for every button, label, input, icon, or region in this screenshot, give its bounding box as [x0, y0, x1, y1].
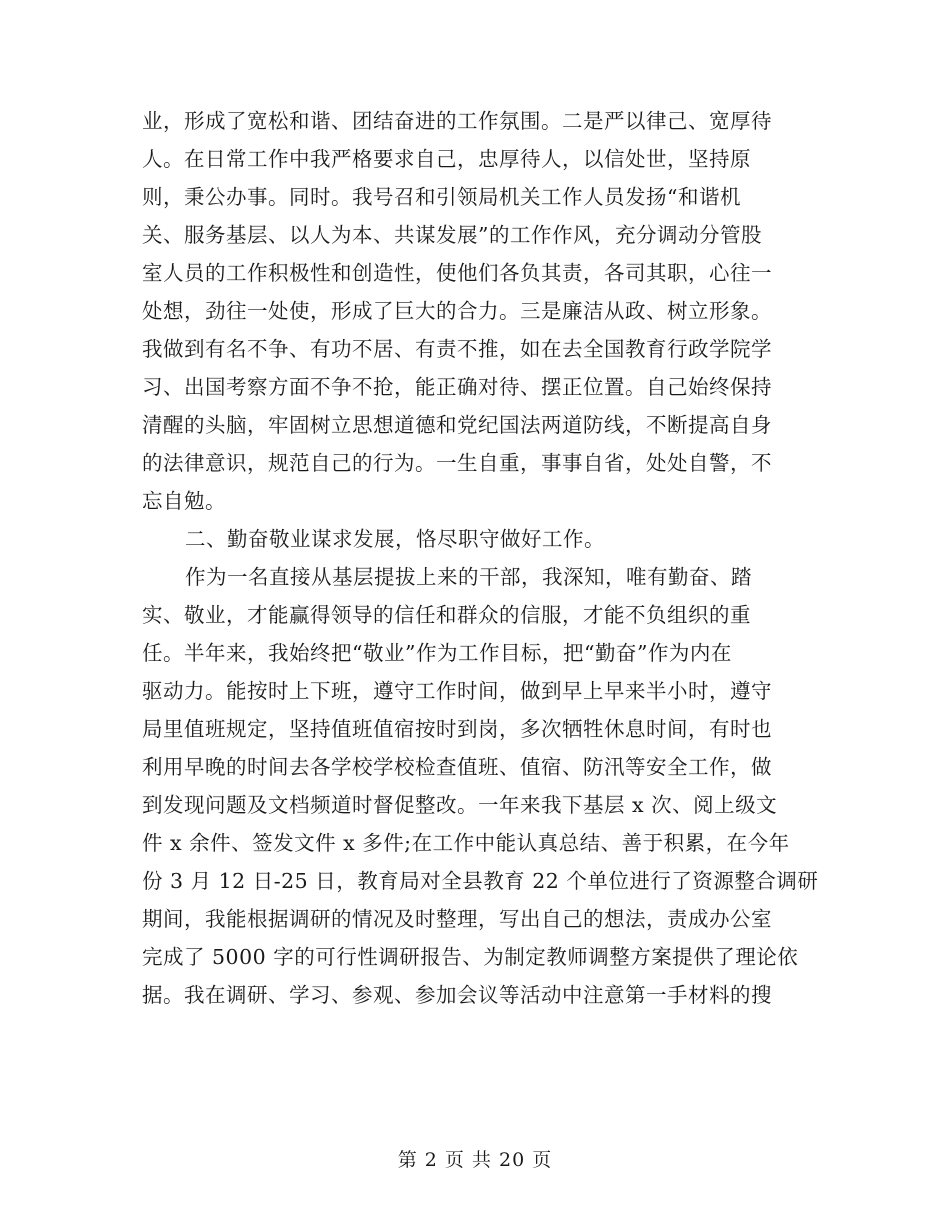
- body-text-line: 利用早晚的时间去各学校学校检查值班、值宿、防汛等安全工作，做: [142, 755, 772, 779]
- body-text-line: 室人员的工作积极性和创造性，使他们各负其责，各司其职，心往一: [142, 261, 772, 285]
- body-text-line: 我做到有名不争、有功不居、有责不推，如在去全国教育行政学院学: [142, 337, 772, 361]
- body-text-line: 据。我在调研、学习、参观、参加会议等活动中注意第一手材料的搜: [142, 983, 772, 1007]
- body-text-line: 作为一名直接从基层提拔上来的干部，我深知，唯有勤奋、踏: [185, 565, 752, 589]
- body-text-line: 则，秉公办事。同时。我号召和引领局机关工作人员发扬“和谐机: [142, 185, 741, 209]
- body-text-line: 忘自勉。: [142, 489, 226, 513]
- body-text-line: 实、敬业，才能赢得领导的信任和群众的信服，才能不负组织的重: [142, 603, 751, 627]
- body-text-line: 期间，我能根据调研的情况及时整理，写出自己的想法，责成办公室: [142, 907, 772, 931]
- body-text-line: 清醒的头脑，牢固树立思想道德和党纪国法两道防线，不断提高自身: [142, 413, 772, 437]
- body-text-line: 局里值班规定，坚持值班值宿按时到岗，多次牺牲休息时间，有时也: [142, 717, 772, 741]
- body-text-line: 关、服务基层、以人为本、共谋发展”的工作作风，充分调动分管股: [142, 223, 762, 247]
- body-text-line: 习、出国考察方面不争不抢，能正确对待、摆正位置。自己始终保持: [142, 375, 772, 399]
- body-text-line: 份 3 月 12 日-25 日，教育局对全县教育 22 个单位进行了资源整合调研: [142, 869, 819, 893]
- body-text-line: 件 x 余件、签发文件 x 多件;在工作中能认真总结、善于积累，在今年: [142, 831, 790, 855]
- body-text-line: 人。在日常工作中我严格要求自己，忠厚待人，以信处世，坚持原: [142, 147, 751, 171]
- section-heading: 二、勤奋敬业谋求发展，恪尽职守做好工作。: [185, 527, 605, 551]
- body-text-line: 处想，劲往一处使，形成了巨大的合力。三是廉洁从政、树立形象。: [142, 299, 772, 323]
- body-text-line: 任。半年来，我始终把“敬业”作为工作目标，把“勤奋”作为内在: [142, 641, 732, 665]
- body-text-line: 驱动力。能按时上下班，遵守工作时间，做到早上早来半小时，遵守: [142, 679, 772, 703]
- body-text-line: 完成了 5000 字的可行性调研报告、为制定教师调整方案提供了理论依: [142, 945, 799, 969]
- body-text-line: 业，形成了宽松和谐、团结奋进的工作氛围。二是严以律己、宽厚待: [142, 109, 772, 133]
- body-text-line: 到发现问题及文档频道时督促整改。一年来我下基层 x 次、阅上级文: [142, 793, 778, 817]
- page-number-footer: 第 2 页 共 20 页: [397, 1149, 553, 1171]
- body-text-line: 的法律意识，规范自己的行为。一生自重，事事自省，处处自警，不: [142, 451, 772, 475]
